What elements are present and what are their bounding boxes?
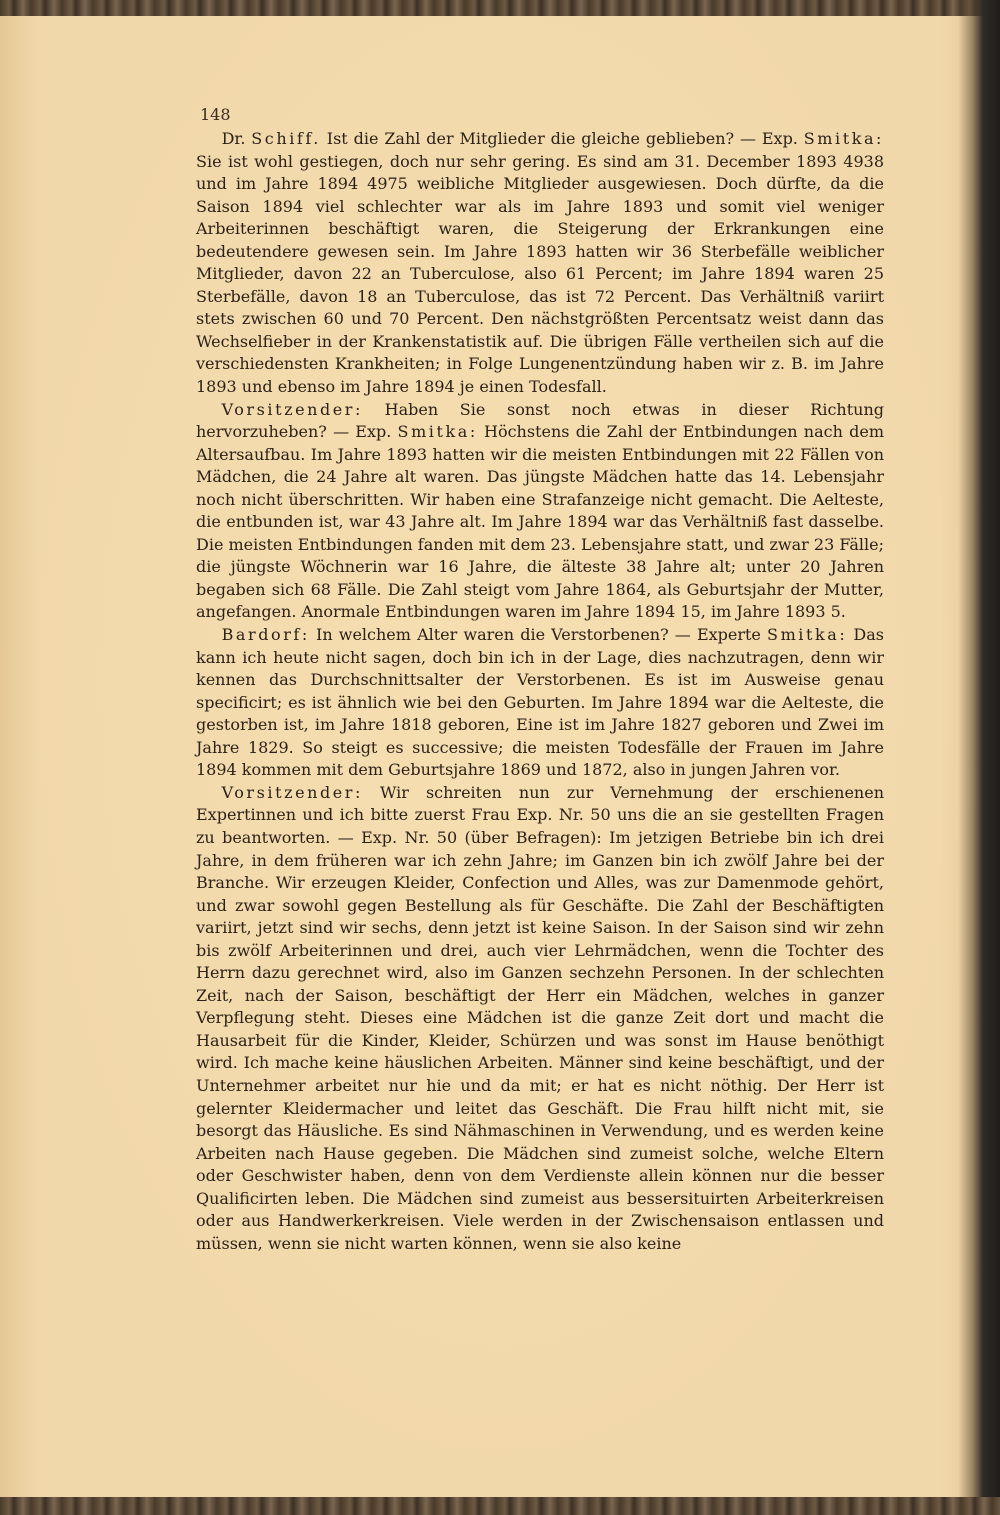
- speaker-name: Vorsitzender:: [221, 782, 363, 802]
- text-run: Sie ist wohl gestiegen, doch nur sehr gering. Es sind am 31. December 1893 4938 und im Jahre 1894 4975 weibliche Mitglieder ausgewiesen. Doch dürfte, da die Saison 1894 viel schlechter war als im Jahre 1893 und somit viel weniger Arbeiterinnen beschäftigt waren, die Steigerung der Erkrankungen eine bedeutendere gewesen sein. Im Jahre 1893 hatten wir 36 Sterbefälle weiblicher Mitglieder, davon 22 an Tuberculose, also 61 Percent; im Jahre 1894 waren 25 Sterbefälle, davon 18 an Tuberculose, das ist 72 Percent. Das Verhältniß variirt stets zwischen 60 und 70 Percent. Den nächstgrößten Percentsatz weist dann das Wechselfieber in der Krankenstatistik auf. Die übrigen Fälle vertheilen sich auf die verschiedensten Krankheiten; in Folge Lungenentzündung haben wir z. B. im Jahre 1893 und ebenso im Jahre 1894 je einen Todesfall.: [196, 151, 884, 397]
- page-top-edge: [0, 0, 1000, 16]
- speaker-name: Bardorf:: [221, 625, 310, 645]
- text-run: Wir schreiten nun zur Vernehmung der erschienenen Expertinnen und ich bitte zuerst Frau Exp. Nr. 50 uns die an sie gestellten Fragen zu beantworten. — Exp. Nr. 50 (über Befragen): Im jetzigen Betriebe bin ich drei Jahre, in dem früheren war ich zehn Jahre; im Ganzen bin ich zwölf Jahre bei der Branche. Wir erzeugen Kleider, Confection und Alles, was zur Damenmode gehört, und zwar sowohl gegen Bestellung als für Geschäfte. Die Zahl der Beschäftigten variirt, jetzt sind wir sechs, denn jetzt ist keine Saison. In der Saison sind wir zehn bis zwölf Arbeiterinnen und drei, auch vier Lehrmädchen, wenn die Tochter des Herrn dazu gerechnet wird, also im Ganzen sechzehn Personen. In der schlechten Zeit, nach der Saison, beschäftigt der Herr ein Mädchen, welches in ganzer Verpflegung steht. Dieses eine Mädchen ist die ganze Zeit dort und macht die Hausarbeit für die Kinder, Kleider, Schürzen und was sonst im Hause benöthigt wird. Ich mache keine häuslichen Arbeiten. Männer sind keine beschäftigt, und der Unternehmer arbeitet nur hie und da mit; er hat es nicht nöthig. Der Herr ist gelernter Kleidermacher und leitet das Geschäft. Die Frau hilft nicht mit, sie besorgt das Häusliche. Es sind Nähmaschinen in Verwendung, und es werden keine Arbeiten nach Hause gegeben. Die Mädchen sind zumeist solche, welche Eltern oder Geschwister haben, denn von dem Verdienste allein können nur die besser Qualificirten leben. Die Mädchen sind zumeist aus bessersituirten Arbeiterkreisen oder aus Handwerkerkreisen. Viele werden in der Zwischensaison entlassen und müssen, wenn sie nicht warten können, wenn sie also keine: [196, 782, 884, 1253]
- text-run: In welchem Alter waren die Verstorbenen? — Experte: [309, 625, 768, 645]
- speaker-name: Schiff.: [251, 129, 321, 148]
- text-run: Haben Sie sonst noch etwas in dieser Richtung hervorzuheben? — Exp.: [196, 399, 884, 442]
- text-run: Das kann ich heute nicht sagen, doch bin ich in der Lage, dies nachzutragen, denn wir kennen das Durchschnittsalter der Verstorbenen. Es ist im Ausweise genau specificirt; es ist ähnlich wie bei den Geburten. Im Jahre 1894 war die Aelteste, die gestorben ist, im Jahre 1818 geboren, Eine ist im Jahre 1827 geboren und Zwei im Jahre 1829. So steigt es successive; die meisten Todesfälle der Frauen im Jahre 1894 kommen mit dem Geburtsjahre 1869 und 1872, also in jungen Jahren vor.: [196, 625, 884, 780]
- page-number: 148: [200, 105, 231, 124]
- text-run: Höchstens die Zahl der Entbindungen nach dem Altersaufbau. Im Jahre 1893 hatten wir die meisten Entbindungen mit 22 Fällen von Mädchen, die 24 Jahre alt waren. Das jüngste Mädchen hatte das 14. Lebensjahr noch nicht überschritten. Wir haben eine Strafanzeige nicht gemacht. Die Aelteste, die entbunden ist, war 43 Jahre alt. Im Jahre 1894 war das Verhältniß fast dasselbe. Die meisten Entbindungen fanden mit dem 23. Lebensjahre statt, und zwar 23 Fälle; die jüngste Wöchnerin war 16 Jahre, die älteste 38 Jahre alt; unter 20 Jahren begaben sich 68 Fälle. Die Zahl steigt vom Jahre 1864, als Geburtsjahr der Mutter, angefangen. Anormale Entbindungen waren im Jahre 1894 15, im Jahre 1893 5.: [196, 422, 885, 622]
- speaker-name: Smitka:: [397, 422, 478, 442]
- speaker-name: Smitka:: [803, 129, 885, 148]
- paragraph: [196, 399, 884, 624]
- paragraph: [196, 128, 884, 399]
- book-spine-shadow: [958, 0, 1000, 1515]
- page-bottom-edge: [0, 1497, 1000, 1515]
- text-run: Dr.: [221, 129, 252, 148]
- text-run: Ist die Zahl der Mitglieder die gleiche geblieben? — Exp.: [320, 129, 804, 148]
- body-text: [196, 104, 884, 1255]
- speaker-name: Vorsitzender:: [221, 399, 363, 419]
- speaker-name: Smitka:: [767, 625, 848, 645]
- paragraph: [196, 782, 884, 1255]
- paragraph: [196, 624, 884, 782]
